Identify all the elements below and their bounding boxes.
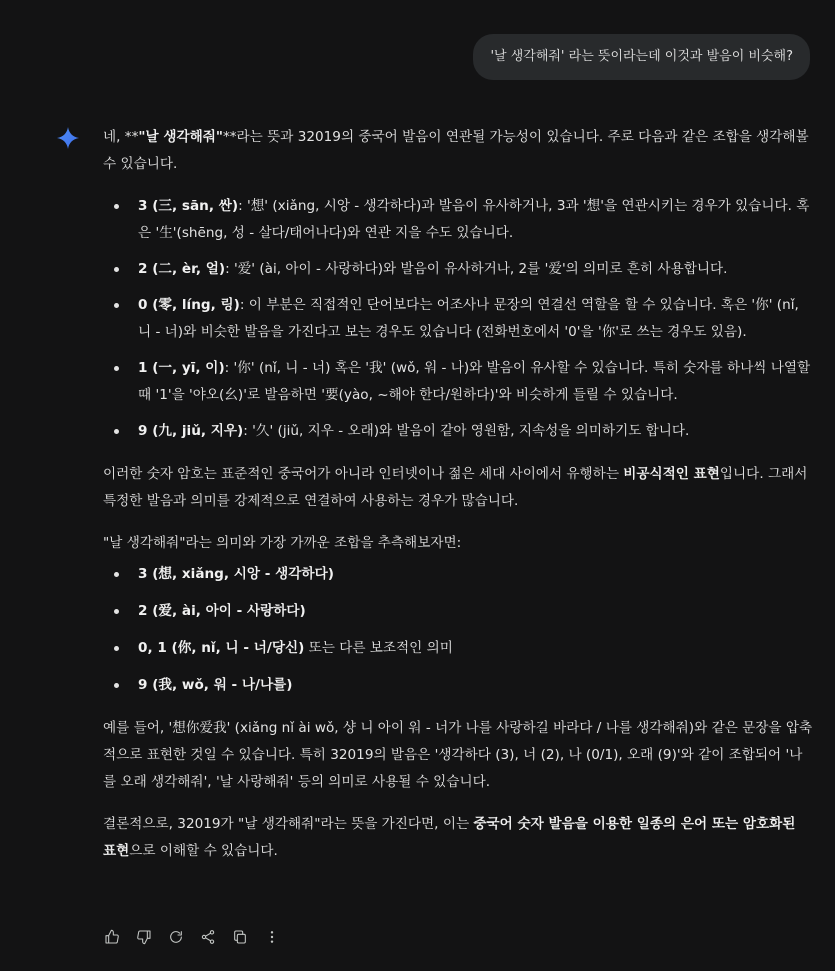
list-item: 3 (三, sān, 싼): '想' (xiǎng, 시앙 - 생각하다)과 발음이 유사하거나, 3과 '想'을 연관시키는 경우가 있습니다. 혹은 '生'(shēng, 성 - 살다/태어나다)와 연관 지을 수도 있습니다. <box>103 193 813 247</box>
response-conclusion: 결론적으로, 32019가 "날 생각해줘"라는 뜻을 가진다면, 이는 중국어 숫자 발음을 이용한 일종의 은어 또는 암호화된 표현으로 이해할 수 있습니다. <box>103 816 796 859</box>
digit-list <box>103 193 813 445</box>
thumbs-up-button[interactable] <box>103 928 121 946</box>
response-intro: 네, **"날 생각해줘"**라는 뜻과 32019의 중국어 발음이 연관될 가능성이 있습니다. 주로 다음과 같은 조합을 생각해볼 수 있습니다. <box>103 129 809 172</box>
response-paragraph: 예를 들어, '想你爱我' (xiǎng nǐ ài wǒ, 샹 니 아이 워 - 너가 나를 사랑하길 바라다 / 나를 생각해줘)와 같은 문장을 압축적으로 표현한 것일 수 있습니다. 특히 32019의 발음은 '생각하다 (3), 너 (2), 나 (0/1), 오래 (9)'와 같이 조합되어 '나를 오래 생각해줘', '날 사랑해줘' 등의 의미로 사용될 수 있습니다. <box>103 720 813 790</box>
regenerate-button[interactable] <box>167 928 185 946</box>
copy-icon <box>232 929 248 945</box>
thumbs-up-icon <box>104 929 120 945</box>
share-button[interactable] <box>199 928 217 946</box>
list-item: 1 (一, yī, 이): '你' (nǐ, 니 - 너) 혹은 '我' (wǒ, 워 - 나)와 발음이 유사할 수 있습니다. 특히 숫자를 하나씩 나열할 때 '1'을 '야오(幺)'로 발음하면 '要(yào, ~해야 한다/원하다)'와 비슷하게 들릴 수 있습니다. <box>103 355 813 409</box>
list-item: 2 (二, èr, 얼): '爱' (ài, 아이 - 사랑하다)와 발음이 유사하거나, 2를 '爱'의 의미로 흔히 사용합니다. <box>103 256 813 283</box>
list-item: 3 (想, xiǎng, 시앙 - 생각하다) <box>103 561 813 588</box>
user-message-row <box>473 34 810 80</box>
gemini-sparkle-icon <box>56 126 80 150</box>
more-icon <box>264 929 280 945</box>
response-actions <box>103 928 281 946</box>
share-icon <box>200 929 216 945</box>
list-item: 9 (九, jiǔ, 지우): '久' (jiǔ, 지우 - 오래)와 발음이 같아 영원함, 지속성을 의미하기도 합니다. <box>103 418 813 445</box>
response-paragraph: "날 생각해줘"라는 의미와 가장 가까운 조합을 추측해보자면: <box>103 535 462 551</box>
copy-button[interactable] <box>231 928 249 946</box>
more-options-button[interactable] <box>263 928 281 946</box>
response-paragraph: 이러한 숫자 암호는 표준적인 중국어가 아니라 인터넷이나 젊은 세대 사이에서 유행하는 비공식적인 표현입니다. 그래서 특정한 발음과 의미를 강제적으로 연결하여 사용하는 경우가 많습니다. <box>103 466 808 509</box>
list-item: 9 (我, wǒ, 워 - 나/나를) <box>103 672 813 699</box>
thumbs-down-button[interactable] <box>135 928 153 946</box>
model-response <box>103 124 813 880</box>
guess-list <box>103 561 813 699</box>
user-message-bubble: '날 생각해줘' 라는 뜻이라는데 이것과 발음이 비슷해? <box>473 34 810 80</box>
regenerate-icon <box>168 929 184 945</box>
thumbs-down-icon <box>136 929 152 945</box>
list-item: 0 (零, líng, 링): 이 부분은 직접적인 단어보다는 어조사나 문장의 연결선 역할을 할 수 있습니다. 혹은 '你' (nǐ, 니 - 너)와 비슷한 발음을 가진다고 보는 경우도 있습니다 (전화번호에서 '0'을 '你'로 쓰는 경우도 있음). <box>103 292 813 346</box>
list-item: 0, 1 (你, nǐ, 니 - 너/당신) 또는 다른 보조적인 의미 <box>103 635 813 662</box>
list-item: 2 (爱, ài, 아이 - 사랑하다) <box>103 598 813 625</box>
